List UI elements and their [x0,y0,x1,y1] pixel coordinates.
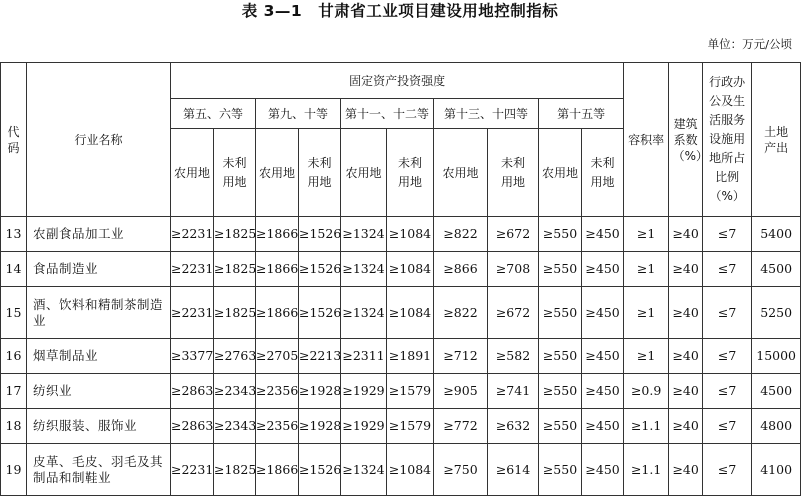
investment-value-cell: ≥450 [582,217,624,252]
investment-value-cell: ≥550 [539,252,582,287]
building-coefficient-cell: ≥40 [669,217,703,252]
investment-value-cell: ≥2763 [214,339,256,374]
header-farm-land: 农用地 [171,129,214,217]
header-unused-land: 未利用地 [582,129,624,217]
header-tier-11-12: 第十一、十二等 [341,99,434,129]
table-row [1,409,801,444]
industry-name-cell: 纺织服装、服饰业 [27,409,171,444]
admin-ratio-cell: ≤7 [703,409,752,444]
header-farm-land: 农用地 [539,129,582,217]
land-output-cell: 5250 [752,287,801,339]
investment-value-cell: ≥2213 [299,339,341,374]
building-coefficient-cell: ≥40 [669,339,703,374]
header-farm-land: 农用地 [434,129,488,217]
admin-ratio-cell: ≤7 [703,217,752,252]
investment-value-cell: ≥550 [539,374,582,409]
header-unused-land: 未利用地 [488,129,539,217]
investment-value-cell: ≥582 [488,339,539,374]
unit-label: 单位：万元/公顷 [707,37,792,51]
code-cell: 18 [1,409,27,444]
investment-value-cell: ≥672 [488,217,539,252]
table-row [1,339,801,374]
investment-value-cell: ≥822 [434,217,488,252]
industry-name-cell: 酒、饮料和精制茶制造业 [27,287,171,339]
header-code: 代码 [1,63,27,217]
building-coefficient-cell: ≥40 [669,444,703,496]
floor-area-ratio-cell: ≥1 [624,287,669,339]
investment-value-cell: ≥1526 [299,217,341,252]
investment-value-cell: ≥450 [582,339,624,374]
investment-value-cell: ≥450 [582,252,624,287]
investment-value-cell: ≥3377 [171,339,214,374]
code-cell: 16 [1,339,27,374]
header-unused-land: 未利用地 [299,129,341,217]
investment-value-cell: ≥1929 [341,409,387,444]
header-investment: 固定资产投资强度 [171,63,624,99]
investment-value-cell: ≥450 [582,409,624,444]
industry-name-cell: 农副食品加工业 [27,217,171,252]
table-row [1,287,801,339]
table-body [1,217,801,496]
header-far: 容积率 [624,63,669,217]
floor-area-ratio-cell: ≥0.9 [624,374,669,409]
land-use-index-table [0,62,801,496]
table-header [1,63,801,217]
investment-value-cell: ≥1928 [299,374,341,409]
investment-value-cell: ≥632 [488,409,539,444]
investment-value-cell: ≥1825 [214,444,256,496]
header-admin: 行政办公及生活服务设施用地所占比例（%） [703,63,752,217]
investment-value-cell: ≥1866 [256,287,299,339]
investment-value-cell: ≥2863 [171,409,214,444]
industry-name-cell: 纺织业 [27,374,171,409]
industry-name-cell: 食品制造业 [27,252,171,287]
floor-area-ratio-cell: ≥1.1 [624,444,669,496]
investment-value-cell: ≥741 [488,374,539,409]
investment-value-cell: ≥2705 [256,339,299,374]
investment-value-cell: ≥1324 [341,217,387,252]
land-output-cell: 4500 [752,252,801,287]
code-cell: 17 [1,374,27,409]
code-cell: 15 [1,287,27,339]
investment-value-cell: ≥1866 [256,444,299,496]
investment-value-cell: ≥1825 [214,252,256,287]
investment-value-cell: ≥1825 [214,287,256,339]
land-output-cell: 5400 [752,217,801,252]
header-output: 土地产出 [752,63,801,217]
admin-ratio-cell: ≤7 [703,287,752,339]
investment-value-cell: ≥614 [488,444,539,496]
industry-name-cell: 皮革、毛皮、羽毛及其制品和制鞋业 [27,444,171,496]
code-cell: 13 [1,217,27,252]
investment-value-cell: ≥672 [488,287,539,339]
investment-value-cell: ≥1579 [387,374,434,409]
table-title: 甘肃省工业项目建设用地控制指标 [318,2,559,20]
investment-value-cell: ≥750 [434,444,488,496]
investment-value-cell: ≥1084 [387,252,434,287]
building-coefficient-cell: ≥40 [669,252,703,287]
admin-ratio-cell: ≤7 [703,374,752,409]
header-unused-land: 未利用地 [214,129,256,217]
investment-value-cell: ≥1929 [341,374,387,409]
investment-value-cell: ≥1928 [299,409,341,444]
investment-value-cell: ≥1526 [299,252,341,287]
investment-value-cell: ≥450 [582,374,624,409]
land-output-cell: 4500 [752,374,801,409]
code-cell: 19 [1,444,27,496]
investment-value-cell: ≥1891 [387,339,434,374]
investment-value-cell: ≥2231 [171,217,214,252]
header-tier-13-14: 第十三、十四等 [434,99,539,129]
document-title [0,0,800,22]
land-output-cell: 4800 [752,409,801,444]
table-row [1,374,801,409]
investment-value-cell: ≥2343 [214,374,256,409]
building-coefficient-cell: ≥40 [669,374,703,409]
investment-value-cell: ≥2356 [256,374,299,409]
land-output-cell: 15000 [752,339,801,374]
floor-area-ratio-cell: ≥1.1 [624,409,669,444]
header-tier-5-6: 第五、六等 [171,99,256,129]
table-number: 表 3—1 [241,2,303,20]
investment-value-cell: ≥1084 [387,444,434,496]
investment-value-cell: ≥866 [434,252,488,287]
investment-value-cell: ≥550 [539,444,582,496]
table-row [1,217,801,252]
floor-area-ratio-cell: ≥1 [624,339,669,374]
header-building: 建筑系数（%） [669,63,703,217]
admin-ratio-cell: ≤7 [703,444,752,496]
investment-value-cell: ≥450 [582,287,624,339]
investment-value-cell: ≥550 [539,217,582,252]
investment-value-cell: ≥772 [434,409,488,444]
investment-value-cell: ≥1526 [299,444,341,496]
investment-value-cell: ≥2231 [171,444,214,496]
investment-value-cell: ≥1084 [387,287,434,339]
table-row [1,444,801,496]
header-tier-9-10: 第九、十等 [256,99,341,129]
investment-value-cell: ≥1324 [341,287,387,339]
investment-value-cell: ≥2231 [171,287,214,339]
investment-value-cell: ≥1084 [387,217,434,252]
investment-value-cell: ≥450 [582,444,624,496]
investment-value-cell: ≥712 [434,339,488,374]
building-coefficient-cell: ≥40 [669,409,703,444]
investment-value-cell: ≥1866 [256,217,299,252]
header-farm-land: 农用地 [256,129,299,217]
investment-value-cell: ≥2863 [171,374,214,409]
industry-name-cell: 烟草制品业 [27,339,171,374]
investment-value-cell: ≥550 [539,287,582,339]
investment-value-cell: ≥550 [539,339,582,374]
investment-value-cell: ≥1324 [341,444,387,496]
investment-value-cell: ≥1579 [387,409,434,444]
investment-value-cell: ≥2343 [214,409,256,444]
table-row [1,252,801,287]
header-unused-land: 未利用地 [387,129,434,217]
investment-value-cell: ≥1825 [214,217,256,252]
investment-value-cell: ≥905 [434,374,488,409]
investment-value-cell: ≥822 [434,287,488,339]
investment-value-cell: ≥2231 [171,252,214,287]
land-output-cell: 4100 [752,444,801,496]
admin-ratio-cell: ≤7 [703,252,752,287]
code-cell: 14 [1,252,27,287]
investment-value-cell: ≥1324 [341,252,387,287]
investment-value-cell: ≥2356 [256,409,299,444]
investment-value-cell: ≥2311 [341,339,387,374]
header-industry: 行业名称 [27,63,171,217]
investment-value-cell: ≥1866 [256,252,299,287]
admin-ratio-cell: ≤7 [703,339,752,374]
investment-value-cell: ≥708 [488,252,539,287]
investment-value-cell: ≥550 [539,409,582,444]
header-tier-15: 第十五等 [539,99,624,129]
header-farm-land: 农用地 [341,129,387,217]
floor-area-ratio-cell: ≥1 [624,217,669,252]
floor-area-ratio-cell: ≥1 [624,252,669,287]
investment-value-cell: ≥1526 [299,287,341,339]
building-coefficient-cell: ≥40 [669,287,703,339]
